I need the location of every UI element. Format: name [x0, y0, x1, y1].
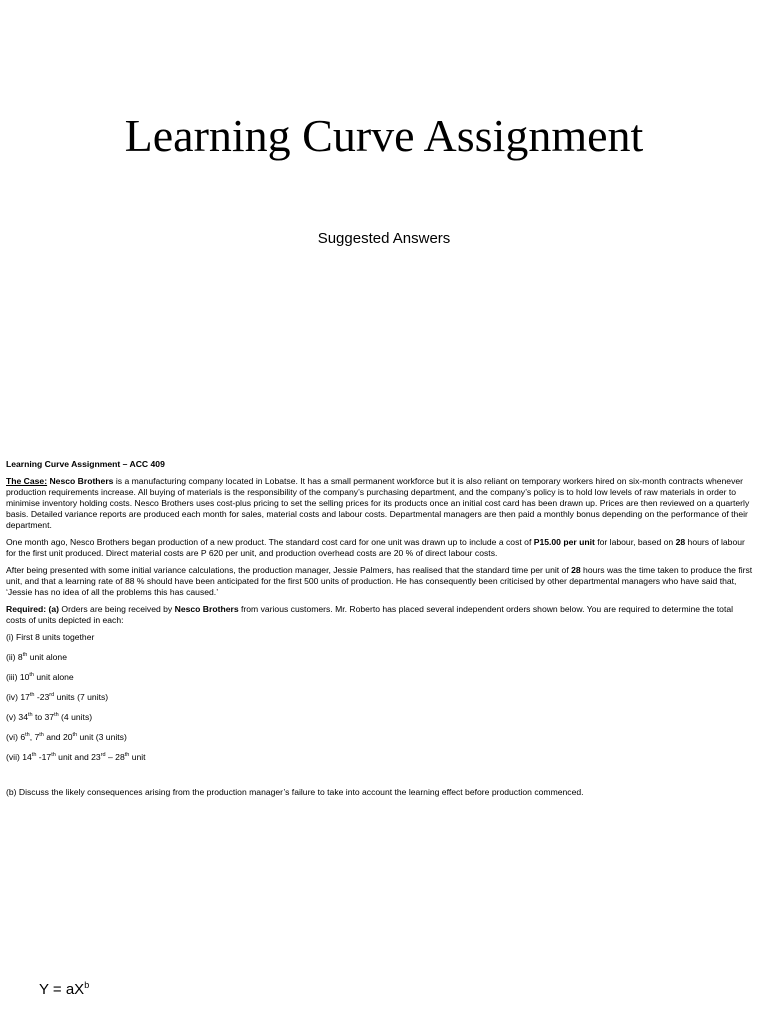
product-text-2: for labour, based on	[594, 537, 676, 547]
order-item-iv: (iv) 17th -23rd units (7 units)	[6, 692, 109, 702]
required-text-2: from various customers. Mr. Roberto has placed several independent orders shown below. You are required to determine the total costs of units depicted in each:	[6, 604, 734, 625]
product-text-1: One month ago, Nesco Brothers began production of a new product. The standard cost card for one unit was drawn up to include a cost of	[6, 537, 534, 547]
assignment-document	[6, 459, 754, 804]
product-paragraph	[6, 537, 754, 559]
product-text-3: hours of labour for the first unit produced. Direct material costs are P 620 per unit, and production overhead costs are 20 % of direct labour costs.	[6, 537, 745, 558]
labour-hours: 28	[675, 537, 686, 547]
order-item-i: (i) First 8 units together	[6, 632, 95, 642]
order-item-iii: (iii) 10th unit alone	[6, 672, 74, 682]
required-part-a: (a)	[48, 604, 60, 614]
variance-text-1: After being presented with some initial variance calculations, the production manager, Jessie Palmers, has realised that the standard time per unit of	[6, 565, 572, 575]
order-item-vii: (vii) 14th -17th unit and 23rd – 28th unit	[6, 752, 146, 762]
case-label: The Case:	[6, 476, 48, 486]
document-heading: Learning Curve Assignment – ACC 409	[6, 459, 165, 469]
formula-exponent: b	[84, 980, 90, 990]
case-paragraph	[6, 476, 754, 531]
order-item-v: (v) 34th to 37th (4 units)	[6, 712, 93, 722]
standard-hours: 28	[571, 565, 581, 575]
variance-text-2: hours was the time taken to produce the first unit, and that a learning rate of 88 % should have been anticipated for the first 500 units of production. He has consequently been criticised by other departmental managers who have said that, ‘Jessie has no idea of all the problems this has caused.’	[6, 565, 753, 597]
case-company: Nesco Brothers	[49, 476, 114, 486]
order-item-vi: (vi) 6th, 7th and 20th unit (3 units)	[6, 732, 127, 742]
slide-subtitle: Suggested Answers	[317, 230, 451, 247]
case-text: is a manufacturing company located in Lobatse. It has a small permanent workforce but it is also reliant on temporary workers hired on six-month contracts whenever production requirements increase. All buying of materials is the responsibility of the company’s purchasing department, and the company’s policy is to hold low levels of raw materials in order to minimise inventory holding costs. Nesco Brothers uses cost-plus pricing to set the selling prices for its products once an initial cost card has been drawn up. Prices are then reviewed on a quarterly basis. Detailed variance reports are produced each month for sales, material costs and labour costs. Departmental managers are then paid a monthly bonus depending on the performance of their department.	[6, 476, 750, 530]
slide-title: Learning Curve Assignment	[124, 110, 644, 161]
variance-paragraph	[6, 565, 754, 598]
required-company: Nesco Brothers	[174, 604, 239, 614]
learning-curve-formula	[39, 980, 89, 1000]
part-b-question: (b) Discuss the likely consequences arising from the production manager’s failure to take into account the learning effect before production commenced.	[6, 787, 584, 797]
order-item-ii: (ii) 8th unit alone	[6, 652, 67, 662]
formula-base: Y = aX	[39, 981, 85, 998]
labour-cost: P15.00 per unit	[533, 537, 595, 547]
required-text-1: Orders are being received by	[59, 604, 175, 614]
required-label: Required:	[6, 604, 47, 614]
required-paragraph	[6, 604, 754, 626]
